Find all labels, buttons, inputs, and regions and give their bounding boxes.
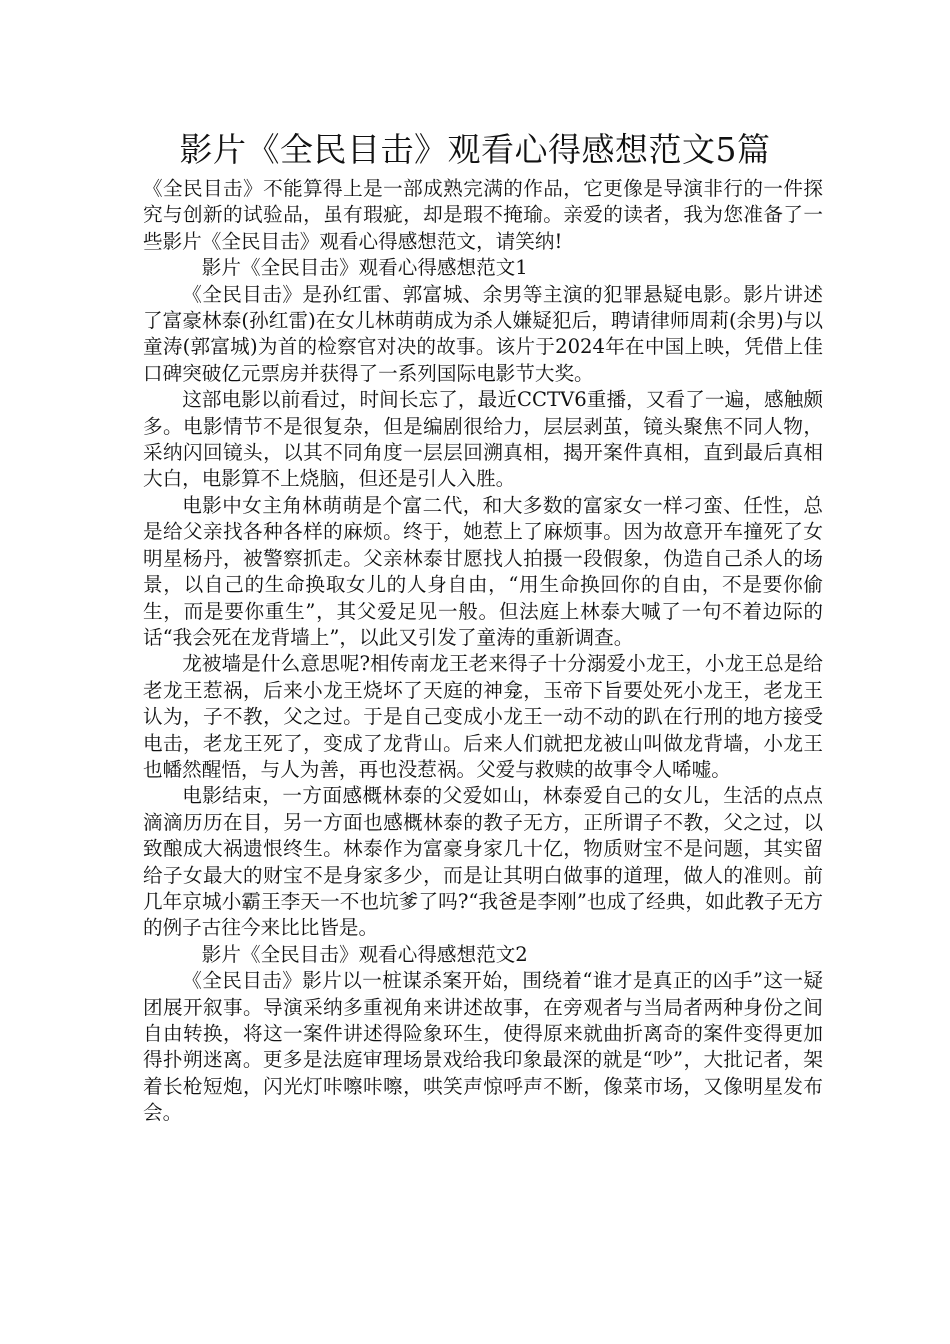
section-1-paragraph: 电影结束，一方面感概林泰的父爱如山，林泰爱自己的女儿，生活的点点滴滴历历在目，另一方面也感概林泰的教子无方，正所谓子不教，父之过，以致酿成大祸遗恨终生。林泰作为富豪身家几十亿，物质财宝不是问题，其实留给子女最大的财宝不是身家多少，而是让其明白做事的道理，做人的准则。前几年京城小霸王李天一不也坑爹了吗?“我爸是李刚”也成了经典，如此教子无方的例子古往今来比比皆是。 [143,784,823,940]
document-body [143,176,823,1127]
section-1-heading: 影片《全民目击》观看心得感想范文1 [201,256,528,280]
section-1-paragraph: 这部电影以前看过，时间长忘了，最近CCTV6重播，又看了一遍，感触颇多。电影情节不是很复杂，但是编剧很给力，层层剥茧，镜头聚焦不同人物，采纳闪回镜头，以其不同角度一层层回溯真相，揭开案件真相，直到最后真相大白，电影算不上烧脑，但还是引人入胜。 [143,388,823,491]
intro-paragraph: 《全民目击》不能算得上是一部成熟完满的作品，它更像是导演非行的一件探究与创新的试验品，虽有瑕疵，却是瑕不掩瑜。亲爱的读者，我为您准备了一些影片《全民目击》观看心得感想范文，请笑纳! [143,177,823,253]
section-1-paragraph: 电影中女主角林萌萌是个富二代，和大多数的富家女一样刁蛮、任性，总是给父亲找各种各样的麻烦。终于，她惹上了麻烦事。因为故意开车撞死了女明星杨丹，被警察抓走。父亲林泰甘愿找人拍摄一段假象，伪造自己杀人的场景，以自己的生命换取女儿的人身自由，“用生命换回你的自由，不是要你偷生，而是要你重生”，其父爱足见一般。但法庭上林泰大喊了一句不着边际的话“我会死在龙背墙上”，以此又引发了童涛的重新调查。 [143,493,823,649]
section-1-paragraph: 《全民目击》是孙红雷、郭富城、余男等主演的犯罪悬疑电影。影片讲述了富豪林泰(孙红雷)在女儿林萌萌成为杀人嫌疑犯后，聘请律师周莉(余男)与以童涛(郭富城)为首的检察官对决的故事。该片于2024年在中国上映，凭借上佳口碑突破亿元票房并获得了一系列国际电影节大奖。 [143,282,823,385]
section-2-paragraph: 《全民目击》影片以一桩谋杀案开始，围绕着“谁才是真正的凶手”这一疑团展开叙事。导演采纳多重视角来讲述故事，在旁观者与当局者两种身份之间自由转换，将这一案件讲述得险象环生，使得原来就曲折离奇的案件变得更加得扑朔迷离。更多是法庭审理场景戏给我印象最深的就是“吵”，大批记者，架着长枪短炮，闪光灯咔嚓咔嚓，哄笑声惊呼声不断，像菜市场，又像明星发布会。 [143,969,823,1125]
section-2-heading: 影片《全民目击》观看心得感想范文2 [201,942,528,966]
section-1-paragraph: 龙被墙是什么意思呢?相传南龙王老来得子十分溺爱小龙王，小龙王总是给老龙王惹祸，后来小龙王烧坏了天庭的神龛，玉帝下旨要处死小龙王，老龙王认为，子不教，父之过。于是自己变成小龙王一动不动的趴在行刑的地方接受电击，老龙王死了，变成了龙背山。后来人们就把龙被山叫做龙背墙，小龙王也幡然醒悟，与人为善，再也没惹祸。父爱与救赎的故事令人唏嘘。 [143,652,823,781]
document-title: 影片《全民目击》观看心得感想范文5篇 [179,130,771,169]
